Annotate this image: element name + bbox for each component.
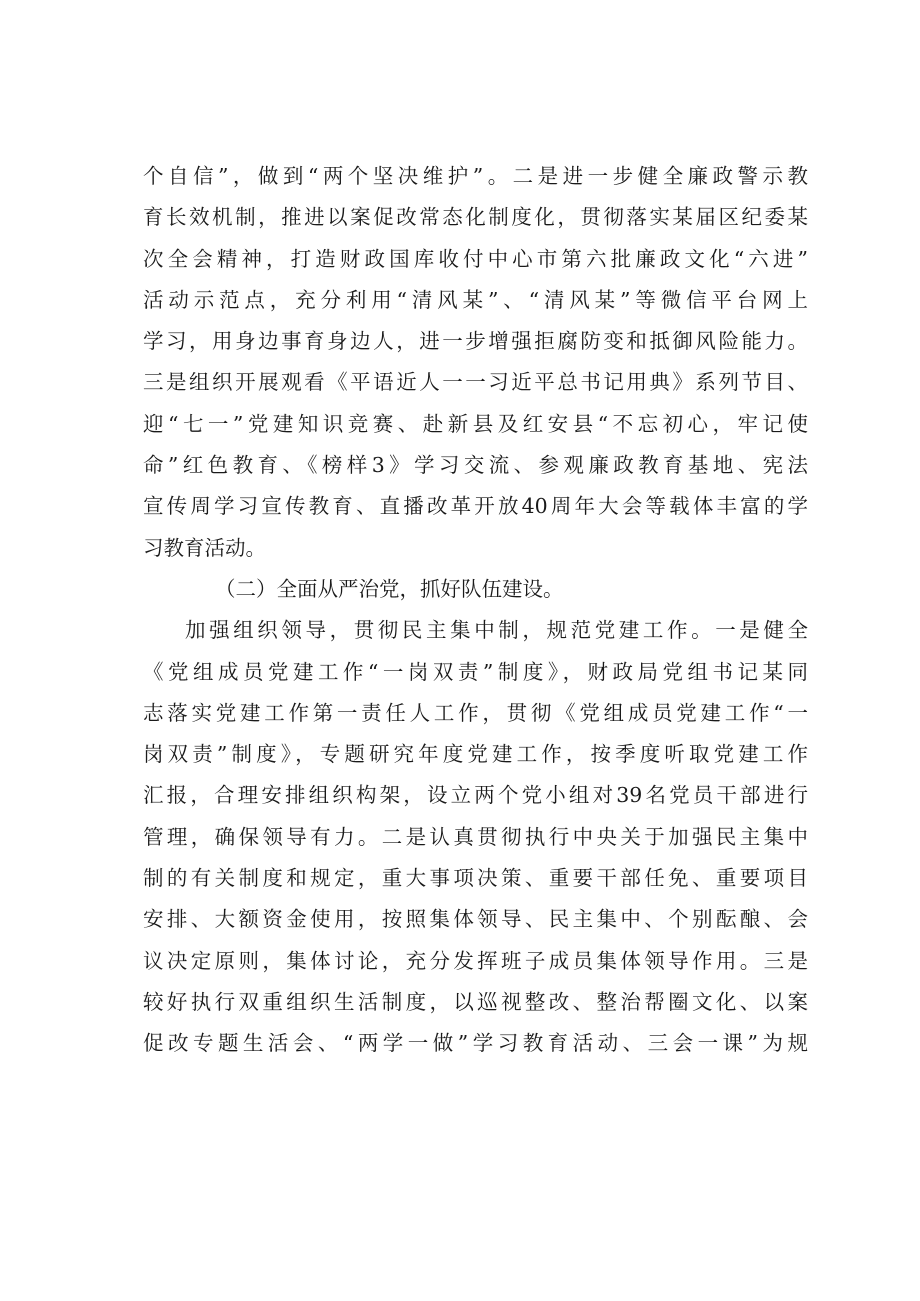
body-text [143,156,808,1065]
text-line: 制的有关制度和规定，重大事项决策、重要干部任免、重要项目 [143,866,808,891]
section-heading: （二）全面从严治党，抓好队伍建设。 [215,576,564,601]
text-line: 较好执行双重组织生活制度，以巡视整改、整治帮圈文化、以案 [143,989,808,1014]
text-line: 安排、大额资金使用，按照集体领导、民主集中、个别酝酿、会 [143,907,808,932]
text-line: 命”红色教育、《榜样3》学习交流、参观廉政教育基地、宪法 [143,453,808,478]
text-line: 迎“七一”党建知识竞赛、赴新县及红安县“不忘初心，牢记使 [143,411,808,436]
text-line: 宣传周学习宣传教育、直播改革开放40周年大会等载体丰富的学 [143,494,808,519]
text-line: 《党组成员党建工作“一岗双责”制度》，财政局党组书记某同 [143,659,808,684]
text-line: 学习，用身边事育身边人，进一步增强拒腐防变和抵御风险能力。 [143,329,808,354]
text-line: 促改专题生活会、“两学一做”学习教育活动、三会一课”为规 [143,1031,808,1056]
text-line: 议决定原则，集体讨论，充分发挥班子成员集体领导作用。三是 [143,948,808,973]
text-line: 个自信”，做到“两个坚决维护”。二是进一步健全廉政警示教 [143,164,808,188]
text-line: 志落实党建工作第一责任人工作，贯彻《党组成员党建工作“一 [143,700,808,725]
text-line: 加强组织领导，贯彻民主集中制，规范党建工作。一是健全 [185,618,808,643]
text-line: 三是组织开展观看《平语近人一一习近平总书记用典》系列节目、 [143,370,808,395]
text-line: 习教育活动。 [143,535,266,560]
text-line: 育长效机制，推进以案促改常态化制度化，贯彻落实某届区纪委某 [143,205,808,230]
text-line: 岗双责”制度》，专题研究年度党建工作，按季度听取党建工作 [143,742,808,767]
text-line: 汇报，合理安排组织构架，设立两个党小组对39名党员干部进行 [143,783,808,808]
text-line: 次全会精神，打造财政国库收付中心市第六批廉政文化“六进” [143,246,808,271]
text-line: 管理，确保领导有力。二是认真贯彻执行中央关于加强民主集中 [143,824,808,849]
text-line: 活动示范点，充分利用“清风某”、“清风某”等微信平台网上 [143,287,808,312]
